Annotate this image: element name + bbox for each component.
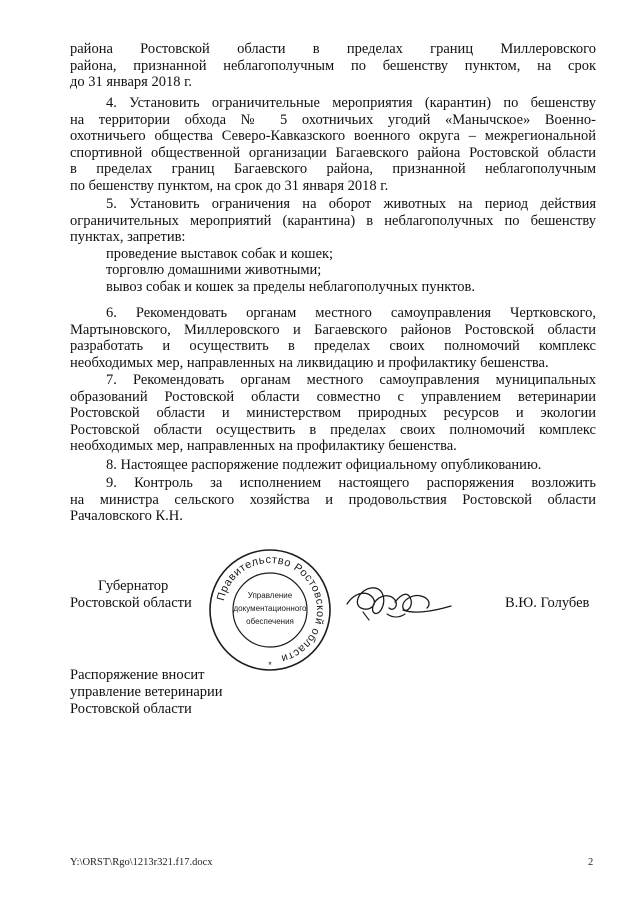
paragraph-6: [70, 305, 596, 371]
handwritten-signature: [343, 578, 463, 628]
text-line: 4. Установить ограничительные мероприятия (карантин) по бешенству: [106, 95, 596, 111]
text-line: ограничительных мероприятий (карантина) в неблагополучных по бешенству: [70, 212, 596, 229]
paragraph-4: [70, 95, 596, 194]
text-line: района Ростовской области в пределах границ Миллеровского: [70, 41, 596, 57]
text-line: района, признанной неблагополучным по бешенству пунктом, на срок: [70, 57, 596, 74]
stamp-center-line1: Управление: [247, 591, 293, 600]
submitter-line3: Ростовской области: [70, 701, 192, 717]
paragraph-7: [70, 372, 596, 455]
text-line: 7. Рекомендовать органам местного самоуправления муниципальных: [106, 372, 596, 388]
text-line: необходимых мер, направленных на профилактику бешенства.: [70, 438, 457, 454]
file-path-footer: Y:\ORST\Rgo\1213r321.f17.docx: [70, 857, 213, 868]
text-line: Рачаловского К.Н.: [70, 508, 183, 524]
text-line: торговлю домашними животными;: [106, 262, 322, 278]
text-line: проведение выставок собак и кошек;: [106, 245, 334, 262]
text-line: 6. Рекомендовать органам местного самоуправления Чертковского,: [106, 305, 596, 321]
official-stamp: [205, 545, 335, 675]
text-line: 8. Настоящее распоряжение подлежит официальному опубликованию.: [106, 457, 542, 473]
page-number: 2: [588, 857, 594, 868]
paragraph-8: [70, 457, 596, 474]
text-line: необходимых мер, направленных на ликвидацию и профилактику бешенства.: [70, 354, 549, 371]
text-line: на территории обхода № 5 охотничьих угодий «Манычское» Военно-: [70, 111, 596, 128]
stamp-center-line3: обеспечения: [246, 617, 294, 626]
text-line: вывоз собак и кошек за пределы неблагополучных пунктов.: [106, 278, 475, 295]
paragraph-5: [70, 196, 596, 295]
text-line: 5. Установить ограничения на оборот животных на период действия: [106, 196, 596, 212]
submitter-block: [70, 667, 223, 718]
text-line: разработать и осуществить в пределах своих полномочий комплекс: [70, 338, 596, 354]
stamp-center-line2: документационного: [233, 604, 307, 613]
text-line: охотничьего общества Северо-Кавказского военного округа – межрегиональной: [70, 128, 596, 144]
paragraph-9: [70, 475, 596, 525]
signatory-title-line1: Губернатор: [98, 578, 169, 594]
stamp-ring-text: Правительство Ростовской области: [214, 553, 327, 665]
text-line: пунктах, запретив:: [70, 229, 186, 245]
signatory-title-line2: Ростовской области: [70, 595, 192, 611]
text-line: до 31 января 2018 г.: [70, 74, 193, 90]
submitter-line2: управление ветеринарии: [70, 684, 223, 700]
text-line: спортивной общественной организации Багаевского района Ростовской области: [70, 144, 596, 161]
signatory-name: В.Ю. Голубев: [505, 595, 590, 611]
text-line: на министра сельского хозяйства и продовольствия Ростовской области: [70, 491, 596, 508]
text-line: 9. Контроль за исполнением настоящего распоряжения возложить: [106, 475, 596, 491]
text-line: по бешенству пунктом, на срок до 31 января 2018 г.: [70, 177, 389, 194]
text-line: Мартыновского, Миллеровского и Багаевского районов Ростовской области: [70, 321, 596, 338]
signatory-title: [70, 578, 192, 612]
stamp-star: *: [268, 660, 272, 670]
text-line: Ростовской области и министерством природных ресурсов и экологии: [70, 405, 596, 421]
submitter-line1: Распоряжение вносит: [70, 667, 205, 683]
text-line: в пределах границ Багаевского района, признанной неблагополучным: [70, 161, 596, 177]
text-line: образований Ростовской области совместно с управлением ветеринарии: [70, 388, 596, 405]
text-line: Ростовской области осуществить в пределах своих полномочий комплекс: [70, 421, 596, 438]
paragraph-continuation: [70, 41, 596, 91]
